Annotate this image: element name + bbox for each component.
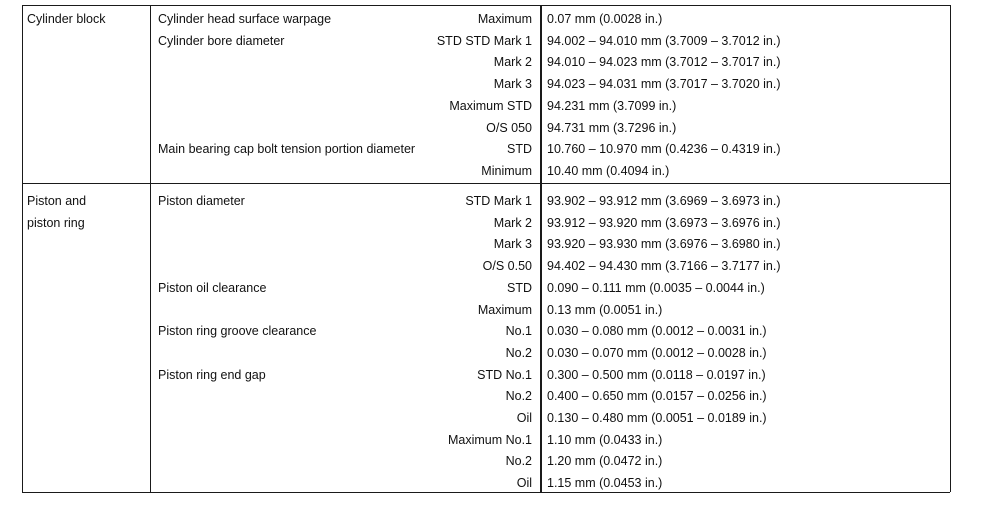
spec-value: 93.920 – 93.930 mm (3.6976 – 3.6980 in.): [547, 237, 781, 252]
spec-value: 94.731 mm (3.7296 in.): [547, 120, 677, 135]
spec-item-label: Piston ring end gap: [158, 367, 266, 382]
spec-value: 94.402 – 94.430 mm (3.7166 – 3.7177 in.): [547, 259, 781, 274]
column-divider-group: [150, 5, 151, 492]
spec-qualifier: Maximum: [477, 12, 532, 26]
spec-value: 1.10 mm (0.0433 in.): [547, 432, 663, 447]
spec-qualifier: Oil: [516, 411, 532, 425]
spec-value: 0.13 mm (0.0051 in.): [547, 302, 663, 317]
spec-value: 94.010 – 94.023 mm (3.7012 – 3.7017 in.): [547, 55, 781, 70]
spec-value: 0.030 – 0.080 mm (0.0012 – 0.0031 in.): [547, 324, 767, 339]
spec-item-label: Cylinder bore diameter: [158, 33, 285, 48]
column-divider-value: [540, 5, 542, 492]
spec-item-label: Cylinder head surface warpage: [158, 12, 332, 26]
spec-qualifier: STD STD Mark 1: [436, 33, 532, 48]
spec-qualifier: O/S 0.50: [482, 259, 532, 274]
spec-qualifier: STD: [507, 280, 532, 295]
spec-value: 0.090 – 0.111 mm (0.0035 – 0.0044 in.): [547, 280, 765, 295]
border-right: [950, 5, 951, 492]
spec-qualifier: STD Mark 1: [465, 194, 532, 208]
spec-qualifier: No.1: [505, 324, 532, 339]
spec-qualifier: No.2: [505, 345, 532, 360]
spec-value: 10.40 mm (0.4094 in.): [547, 163, 670, 178]
spec-qualifier: STD No.1: [477, 367, 532, 382]
spec-value: 0.400 – 0.650 mm (0.0157 – 0.0256 in.): [547, 389, 767, 404]
spec-value: 0.030 – 0.070 mm (0.0012 – 0.0028 in.): [547, 345, 767, 360]
section-group-label: Piston and: [27, 194, 87, 208]
spec-item-label: Main bearing cap bolt tension portion diameter: [158, 142, 416, 157]
spec-item-label: Piston diameter: [158, 194, 245, 208]
spec-item-label: Piston oil clearance: [158, 280, 267, 295]
border-top: [22, 5, 950, 6]
spec-value: 94.002 – 94.010 mm (3.7009 – 3.7012 in.): [547, 33, 781, 48]
section-divider: [22, 183, 950, 184]
spec-qualifier: Maximum No.1: [447, 432, 532, 447]
spec-value: 0.07 mm (0.0028 in.): [547, 12, 663, 26]
spec-qualifier: Mark 3: [493, 237, 532, 252]
section-group-label: piston ring: [27, 216, 85, 230]
spec-qualifier: Maximum: [477, 302, 532, 317]
spec-qualifier: Minimum: [481, 163, 532, 178]
spec-qualifier: Mark 2: [493, 215, 532, 230]
spec-value: 10.760 – 10.970 mm (0.4236 – 0.4319 in.): [547, 142, 781, 157]
spec-qualifier: STD: [507, 142, 532, 157]
border-bottom: [22, 492, 950, 493]
spec-value: 93.912 – 93.920 mm (3.6973 – 3.6976 in.): [547, 215, 781, 230]
spec-qualifier: Oil: [516, 476, 532, 491]
border-left: [22, 5, 23, 492]
spec-qualifier: O/S 050: [486, 120, 532, 135]
spec-value: 0.130 – 0.480 mm (0.0051 – 0.0189 in.): [547, 411, 767, 425]
spec-value: 94.023 – 94.031 mm (3.7017 – 3.7020 in.): [547, 77, 781, 92]
spec-value: 1.15 mm (0.0453 in.): [547, 476, 663, 491]
spec-qualifier: Mark 2: [493, 55, 532, 70]
spec-value: 93.902 – 93.912 mm (3.6969 – 3.6973 in.): [547, 194, 781, 208]
spec-qualifier: No.2: [505, 454, 532, 469]
spec-value: 94.231 mm (3.7099 in.): [547, 98, 677, 113]
spec-value: 1.20 mm (0.0472 in.): [547, 454, 663, 469]
spec-qualifier: Mark 3: [493, 77, 532, 92]
spec-qualifier: Maximum STD: [449, 98, 532, 113]
spec-value: 0.300 – 0.500 mm (0.0118 – 0.0197 in.): [547, 367, 766, 382]
section-group-label: Cylinder block: [27, 12, 106, 26]
spec-qualifier: No.2: [505, 389, 532, 404]
spec-item-label: Piston ring groove clearance: [158, 324, 317, 339]
